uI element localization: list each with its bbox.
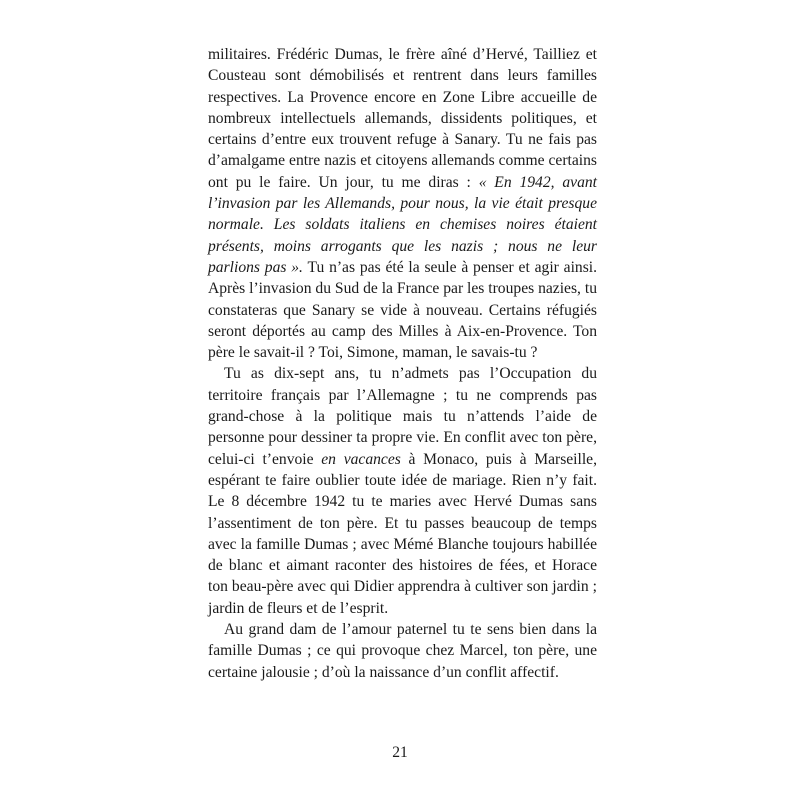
paragraph-1 xyxy=(208,44,597,363)
body-text xyxy=(208,44,597,683)
paragraph-2-segment-1: Tu as dix-sept ans, tu n’admets pas l’Occupation du territoire français par l’Allemagne ; tu ne comprends pas grand-chose à la politique mais tu n’attends l’aide de personne pour dessiner ta propre vie. En conflit avec ton père, celui-ci t’envoie xyxy=(208,365,597,468)
paragraph-1-segment-3: Tu n’as pas été la seule à penser et agir ainsi. Après l’invasion du Sud de la France par les troupes nazies, tu constateras que Sanary se vide à nouveau. Certains réfugiés seront déportés au camp des Milles à Aix-en-Provence. Ton père le savait-il ? Toi, Simone, maman, le savais-tu ? xyxy=(208,258,597,362)
paragraph-1-segment-1: militaires. Frédéric Dumas, le frère aîné d’Hervé, Tailliez et Cousteau sont démobilisés et rentrent dans leurs familles respectives. La Provence encore en Zone Libre accueille de nombreux intellectuels allemands, dissidents politiques, et certains d’entre eux trouvent refuge à Sanary. Tu ne fais pas d’amalgame entre nazis et citoyens allemands comme certains ont pu le faire. Un jour, tu me diras : xyxy=(208,46,597,191)
paragraph-3 xyxy=(208,619,597,683)
paragraph-2-emphasis: en vacances xyxy=(321,450,401,468)
page-number: 21 xyxy=(392,744,408,761)
paragraph-2 xyxy=(208,363,597,619)
paragraph-1-quote: « En 1942, avant l’invasion par les Allemands, pour nous, la vie était presque normale. Les soldats italiens en chemises noires étaient présents, moins arrogants que les nazis ; nous ne leur parlions pas ». xyxy=(208,173,597,276)
paragraph-2-segment-3: à Monaco, puis à Marseille, espérant te faire oublier toute idée de mariage. Rien n’y fait. Le 8 décembre 1942 tu te maries avec Hervé Dumas sans l’assentiment de ton père. Et tu passes beaucoup de temps avec la famille Dumas ; avec Mémé Blanche toujours habillée de blanc et aimant raconter des histoires de fées, et Horace ton beau-père avec qui Didier apprendra à cultiver son jardin ; jardin de fleurs et de l’esprit. xyxy=(208,450,597,617)
paragraph-3-segment-1: Au grand dam de l’amour paternel tu te sens bien dans la famille Dumas ; ce qui provoque chez Marcel, ton père, une certaine jalousie ; d’où la naissance d’un conflit affectif. xyxy=(208,621,597,681)
